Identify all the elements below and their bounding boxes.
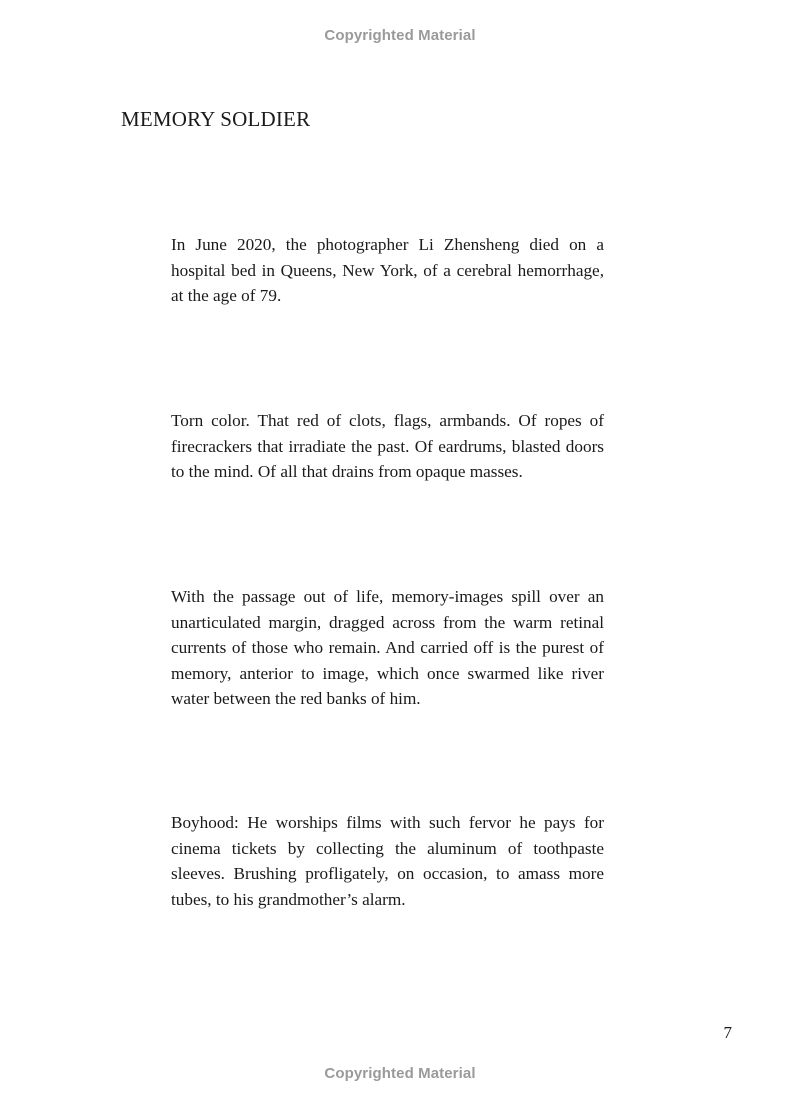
paragraph-1: In June 2020, the photographer Li Zhensheng died on a hospital bed in Queens, New York, of a cerebral hemorrhage, at the age of 79. <box>171 235 604 305</box>
paragraph-2: Torn color. That red of clots, flags, armbands. Of ropes of firecrackers that irradiate the past. Of eardrums, blasted doors to the mind. Of all that drains from opaque masses. <box>171 411 604 481</box>
page-number: 7 <box>723 1023 732 1042</box>
watermark-top: Copyrighted Material <box>324 27 476 44</box>
paragraph-4: Boyhood: He worships films with such fervor he pays for cinema tickets by collecting the aluminum of toothpaste sleeves. Brushing profligately, on occasion, to amass more tubes, to his grandmother’s alarm. <box>171 813 604 909</box>
chapter-title: MEMORY SOLDIER <box>121 107 311 131</box>
watermark-bottom: Copyrighted Material <box>324 1065 476 1082</box>
paragraph-3: With the passage out of life, memory-images spill over an unarticulated margin, dragged across from the warm retinal currents of those who remain. And carried off is the purest of memory, anterior to image, which once swarmed like river water between the red banks of him. <box>171 587 604 708</box>
